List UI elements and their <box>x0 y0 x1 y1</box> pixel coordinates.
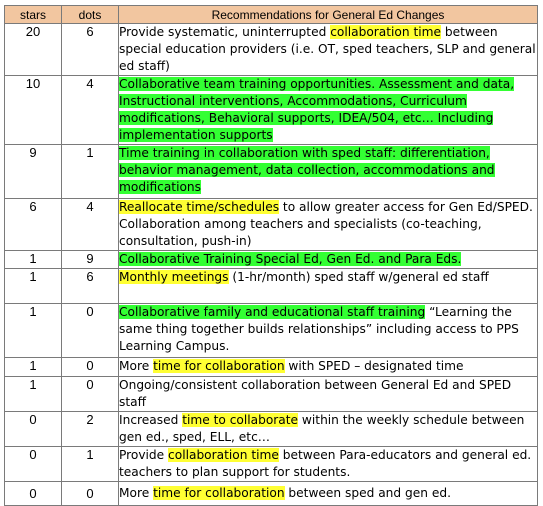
dots-cell: 6 <box>62 269 119 304</box>
table-row <box>5 269 538 304</box>
dots-cell: 4 <box>62 199 119 251</box>
recommendation-text: “Learning the same thing together builds relationships” including access to PPS Learning Campus. <box>119 305 519 353</box>
stars-cell: 9 <box>5 145 62 199</box>
dots-cell: 2 <box>62 412 119 447</box>
stars-cell: 1 <box>5 251 62 269</box>
highlighted-text: time to collaborate <box>182 413 299 427</box>
recommendation-text: More <box>119 359 154 373</box>
dots-cell: 1 <box>62 145 119 199</box>
recommendation-text: Increased <box>119 413 183 427</box>
recommendation-text: with SPED – designated time <box>284 359 464 373</box>
stars-cell: 6 <box>5 199 62 251</box>
stars-cell: 0 <box>5 447 62 482</box>
recommendation-cell <box>119 358 538 377</box>
table-row <box>5 412 538 447</box>
dots-cell: 0 <box>62 482 119 506</box>
recommendations-table <box>4 5 538 506</box>
stars-cell: 1 <box>5 304 62 358</box>
recommendation-cell <box>119 24 538 76</box>
table-row <box>5 482 538 506</box>
stars-cell: 1 <box>5 358 62 377</box>
recommendation-cell <box>119 199 538 251</box>
table-row <box>5 145 538 199</box>
stars-cell: 20 <box>5 24 62 76</box>
table-body <box>5 24 538 506</box>
dots-cell: 0 <box>62 304 119 358</box>
highlighted-text: Collaborative team training opportunities. Assessment and data, Instructional interventions, Accommodations, Curriculum modifications, Behavioral supports, IDEA/504, etc… Including implementation supports <box>119 77 515 142</box>
highlighted-text: Time training in collaboration with sped staff: differentiation, behavior management, data collection, accommodations and modifications <box>119 146 495 194</box>
highlighted-text: collaboration time <box>330 25 442 39</box>
table-row <box>5 304 538 358</box>
recommendation-text: Provide systematic, uninterrupted <box>119 25 331 39</box>
dots-cell: 6 <box>62 24 119 76</box>
recommendation-text: between Para-educators and general ed. teachers to plan support for students. <box>119 448 532 479</box>
header-dots: dots <box>62 6 119 24</box>
highlighted-text: Collaborative Training Special Ed, Gen Ed. and Para Eds. <box>119 252 462 266</box>
recommendation-text: Ongoing/consistent collaboration between General Ed and SPED staff <box>119 378 512 409</box>
highlighted-text: time for collaboration <box>153 486 285 500</box>
recommendation-cell <box>119 377 538 412</box>
header-stars: stars <box>5 6 62 24</box>
dots-cell: 4 <box>62 76 119 145</box>
stars-cell: 1 <box>5 269 62 304</box>
recommendation-cell <box>119 412 538 447</box>
highlighted-text: Reallocate time/schedules <box>119 200 280 214</box>
stars-cell: 0 <box>5 412 62 447</box>
header-row <box>5 6 538 24</box>
table-header <box>5 6 538 24</box>
dots-cell: 9 <box>62 251 119 269</box>
recommendation-text: More <box>119 486 154 500</box>
table-row <box>5 447 538 482</box>
recommendation-text: (1-hr/month) sped staff w/general ed staff <box>228 270 489 284</box>
table-row <box>5 377 538 412</box>
dots-cell: 0 <box>62 358 119 377</box>
table-row <box>5 358 538 377</box>
recommendation-text: to allow greater access for Gen Ed/SPED. Collaboration among teachers and specialists (co-teaching, consultation, push-in) <box>119 200 533 248</box>
recommendation-cell <box>119 447 538 482</box>
recommendation-cell <box>119 251 538 269</box>
recommendation-cell <box>119 145 538 199</box>
highlighted-text: Collaborative family and educational staff training <box>119 305 426 319</box>
recommendation-cell <box>119 482 538 506</box>
recommendation-cell <box>119 304 538 358</box>
table-row <box>5 24 538 76</box>
recommendation-cell <box>119 269 538 304</box>
dots-cell: 0 <box>62 377 119 412</box>
recommendation-text: between sped and gen ed. <box>284 486 451 500</box>
stars-cell: 1 <box>5 377 62 412</box>
table-row <box>5 251 538 269</box>
dots-cell: 1 <box>62 447 119 482</box>
stars-cell: 0 <box>5 482 62 506</box>
recommendation-text: within the weekly schedule between gen ed., sped, ELL, etc… <box>119 413 525 444</box>
highlighted-text: Monthly meetings <box>119 270 229 284</box>
header-recommendations: Recommendations for General Ed Changes <box>119 6 538 24</box>
recommendation-text: between special education providers (i.e. OT, sped teachers, SLP and general ed staff) <box>119 25 536 73</box>
recommendation-text: Provide <box>119 448 169 462</box>
recommendation-cell <box>119 76 538 145</box>
table-row <box>5 199 538 251</box>
stars-cell: 10 <box>5 76 62 145</box>
table-row <box>5 76 538 145</box>
highlighted-text: time for collaboration <box>153 359 285 373</box>
highlighted-text: collaboration time <box>168 448 279 462</box>
